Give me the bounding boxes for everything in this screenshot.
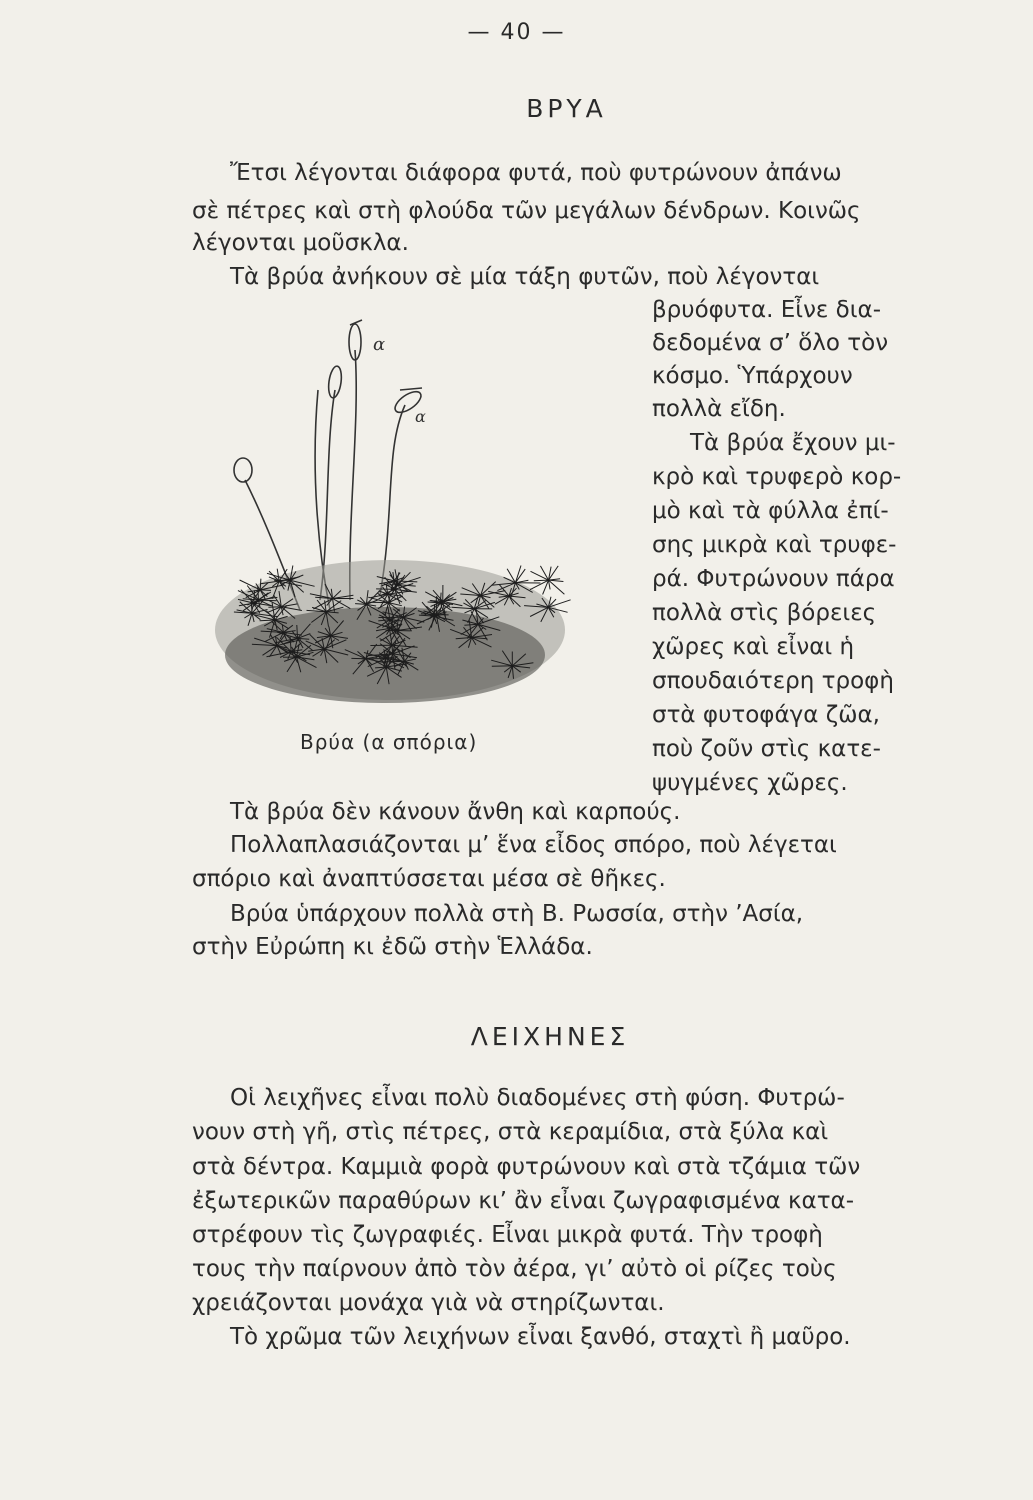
side-text-line: ποὺ ζοῦν στὶς κατε- [652,736,881,762]
text-line: Ἔτσι λέγονται διάφορα φυτά, ποὺ φυτρώνουν ἀπάνω [230,160,842,186]
side-text-line: ρά. Φυτρώνουν πάρα [652,566,895,592]
side-text-line: σης μικρὰ καὶ τρυφε- [652,532,897,558]
section-title-bryophytes: ΒΡΥΑ [526,94,607,123]
text-line: Οἱ λειχῆνες εἶναι πολὺ διαδομένες στὴ φύση. Φυτρώ- [230,1085,845,1111]
text-line: χρειάζονται μονάχα γιὰ νὰ στηρίζωνται. [192,1290,665,1316]
text-line: Τὰ βρύα ἀνήκουν σὲ μία τάξη φυτῶν, ποὺ λέγονται [230,264,820,290]
section-title-lichens: ΛΕΙΧΗΝΕΣ [470,1022,630,1051]
side-text-line: μὸ καὶ τὰ φύλλα ἐπί- [652,498,889,524]
side-text-line: κόσμο. Ὑπάρχουν [652,363,853,389]
figure-label-a: α [415,407,426,426]
text-line: νουν στὴ γῆ, στὶς πέτρες, στὰ κεραμίδια, στὰ ξύλα καὶ [192,1119,829,1145]
text-line: στὰ δέντρα. Καμμιὰ φορὰ φυτρώνουν καὶ στὰ τζάμια τῶν [192,1154,861,1180]
figure-caption: Βρύα (α σπόρια) [300,730,478,754]
text-line: σπόριο καὶ ἀναπτύσσεται μέσα σὲ θῆκες. [192,866,666,892]
side-text-line: πολλὰ στὶς βόρειες [652,600,877,626]
side-text-line: ψυγμένες χῶρες. [652,770,848,796]
side-text-line: χῶρες καὶ εἶναι ἡ [652,634,855,660]
side-text-line: στὰ φυτοφάγα ζῶα, [652,702,880,728]
text-line: ἐξωτερικῶν παραθύρων κι’ ἂν εἶναι ζωγραφισμένα κατα- [192,1188,855,1214]
side-text-line: βρυόφυτα. Εἶνε δια- [652,297,881,323]
text-line: Τὰ βρύα δὲν κάνουν ἄνθη καὶ καρπούς. [230,799,681,825]
text-line: Τὸ χρῶμα τῶν λειχήνων εἶναι ξανθό, σταχτὶ ἢ μαῦρο. [230,1324,851,1350]
side-text-line: πολλὰ εἴδη. [652,396,786,422]
page-number: — 40 — [467,20,566,45]
moss-illustration [210,310,590,710]
figure-label-a: α [373,334,386,355]
side-text-line: σπουδαιότερη τροφὴ [652,668,894,694]
side-text-line: Τὰ βρύα ἔχουν μι- [690,430,896,456]
text-line: στρέφουν τὶς ζωγραφιές. Εἶναι μικρὰ φυτά. Τὴν τροφὴ [192,1222,823,1248]
text-line: σὲ πέτρες καὶ στὴ φλούδα τῶν μεγάλων δένδρων. Κοινῶς [192,198,861,224]
text-line: στὴν Εὐρώπη κι ἐδῶ στὴν Ἑλλάδα. [192,934,593,960]
text-line: Βρύα ὑπάρχουν πολλὰ στὴ Β. Ρωσσία, στὴν ’Ασία, [230,901,804,927]
text-line: λέγονται μοῦσκλα. [192,230,409,256]
text-line: τους τὴν παίρνουν ἀπὸ τὸν ἀέρα, γι’ αὐτὸ οἱ ρίζες τοὺς [192,1256,837,1282]
side-text-line: δεδομένα σ’ ὅλο τὸν [652,330,889,356]
text-line: Πολλαπλασιάζονται μ’ ἕνα εἶδος σπόρο, ποὺ λέγεται [230,832,837,858]
side-text-line: κρὸ καὶ τρυφερὸ κορ- [652,464,902,490]
